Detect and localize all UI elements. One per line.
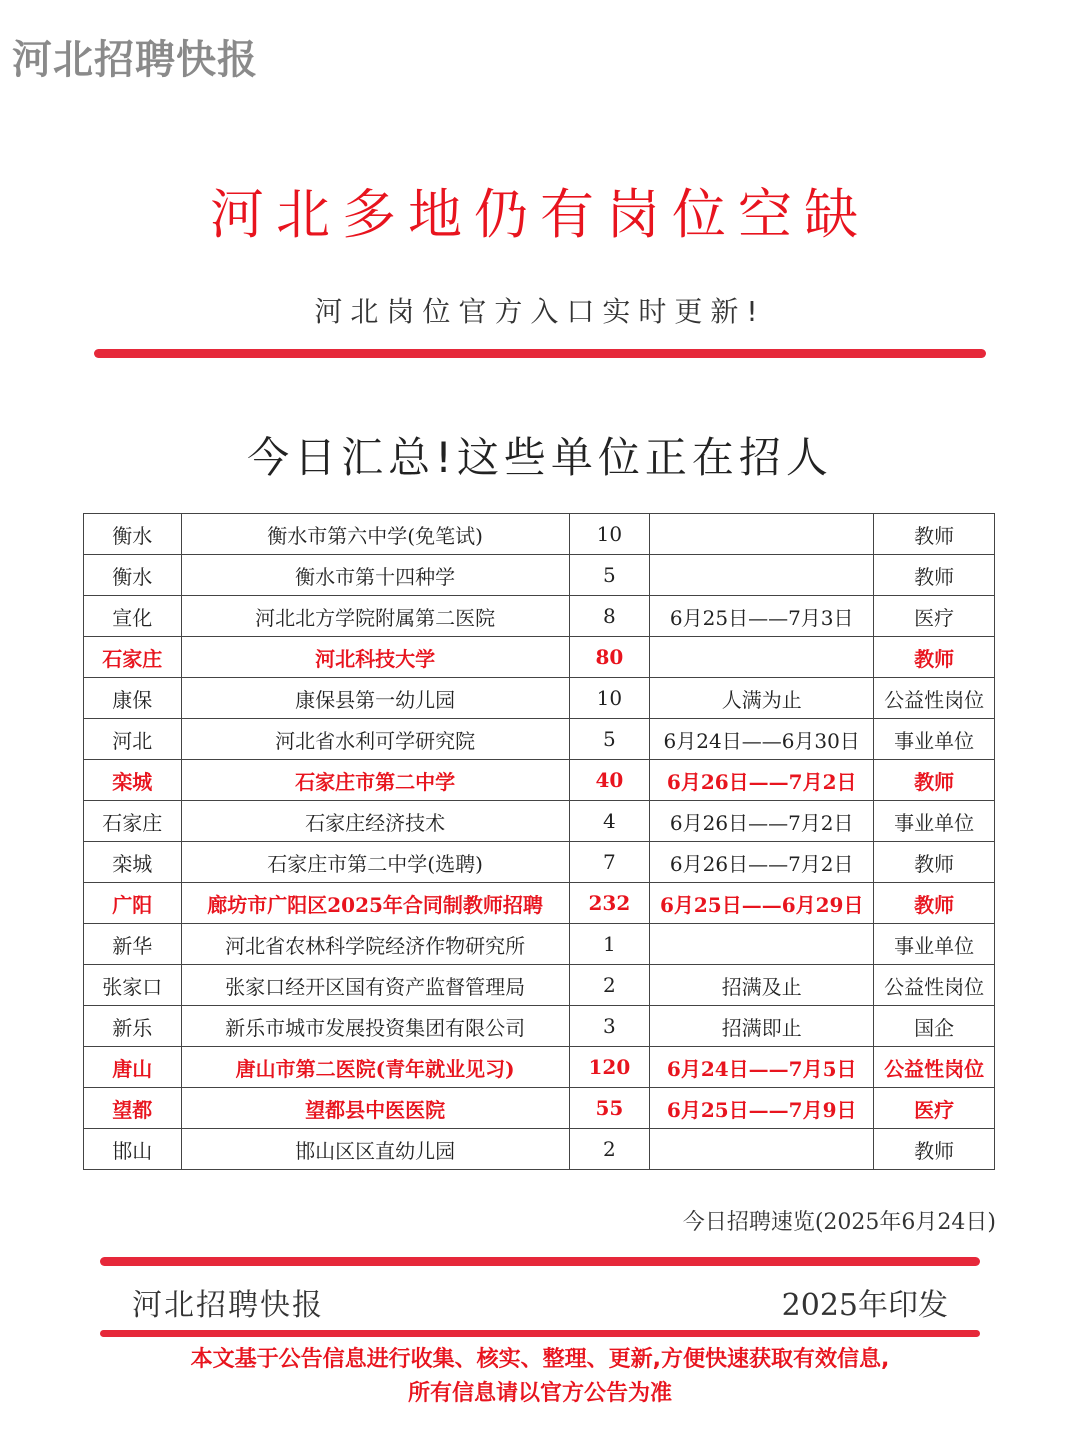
cell-region: 石家庄 [84,801,182,842]
cell-category: 国企 [874,1006,995,1047]
cell-count: 2 [569,1129,649,1170]
cell-region: 望都 [84,1088,182,1129]
cell-period: 招满及止 [650,965,874,1006]
cell-period: 招满即止 [650,1006,874,1047]
disclaimer-line-2: 所有信息请以官方公告为准 [407,1381,672,1406]
cell-count: 5 [569,719,649,760]
jobs-table-body [84,514,995,1170]
footer-publisher: 河北招聘快报 [132,1288,324,1323]
section-title: 今日汇总!这些单位正在招人 [247,433,833,482]
cell-unit: 河北科技大学 [181,637,569,678]
cell-category: 公益性岗位 [874,965,995,1006]
cell-category: 教师 [874,760,995,801]
table-row [84,678,995,719]
cell-count: 8 [569,596,649,637]
cell-unit: 石家庄经济技术 [181,801,569,842]
cell-category: 事业单位 [874,719,995,760]
cell-count: 4 [569,801,649,842]
cell-period: 人满为止 [650,678,874,719]
table-row [84,1047,995,1088]
cell-count: 1 [569,924,649,965]
cell-period [650,555,874,596]
cell-region: 新华 [84,924,182,965]
table-row [84,637,995,678]
table-row [84,1129,995,1170]
table-row [84,801,995,842]
cell-count: 10 [569,514,649,555]
cell-category: 教师 [874,514,995,555]
table-row [84,719,995,760]
cell-unit: 康保县第一幼儿园 [181,678,569,719]
table-row [84,555,995,596]
cell-region: 河北 [84,719,182,760]
footer-issued: 2025年印发 [781,1288,948,1323]
brand-watermark: 河北招聘快报 [12,37,258,83]
overview-note: 今日招聘速览(2025年6月24日) [682,1210,996,1235]
cell-category: 教师 [874,842,995,883]
disclaimer [0,1343,1080,1411]
cell-count: 10 [569,678,649,719]
cell-unit: 河北省农林科学院经济作物研究所 [181,924,569,965]
cell-category: 教师 [874,637,995,678]
table-row [84,965,995,1006]
cell-category: 公益性岗位 [874,1047,995,1088]
cell-period: 6月24日——7月5日 [650,1047,874,1088]
cell-region: 广阳 [84,883,182,924]
table-row [84,842,995,883]
cell-unit: 石家庄市第二中学 [181,760,569,801]
cell-category: 医疗 [874,1088,995,1129]
cell-region: 唐山 [84,1047,182,1088]
cell-count: 2 [569,965,649,1006]
cell-count: 120 [569,1047,649,1088]
cell-category: 教师 [874,1129,995,1170]
cell-category: 事业单位 [874,924,995,965]
headline: 河北多地仍有岗位空缺 [210,183,870,246]
jobs-table [83,513,995,1170]
cell-region: 张家口 [84,965,182,1006]
cell-count: 40 [569,760,649,801]
cell-unit: 望都县中医医院 [181,1088,569,1129]
cell-unit: 衡水市第十四种学 [181,555,569,596]
table-row [84,924,995,965]
cell-unit: 石家庄市第二中学(选聘) [181,842,569,883]
cell-category: 教师 [874,555,995,596]
table-row [84,1006,995,1047]
cell-period: 6月26日——7月2日 [650,842,874,883]
table-row [84,883,995,924]
cell-unit: 河北北方学院附属第二医院 [181,596,569,637]
cell-count: 232 [569,883,649,924]
cell-unit: 新乐市城市发展投资集团有限公司 [181,1006,569,1047]
cell-count: 5 [569,555,649,596]
top-divider [94,349,986,358]
cell-period: 6月25日——7月9日 [650,1088,874,1129]
cell-unit: 河北省水利可学研究院 [181,719,569,760]
cell-count: 3 [569,1006,649,1047]
cell-period: 6月26日——7月2日 [650,760,874,801]
cell-count: 80 [569,637,649,678]
cell-region: 栾城 [84,760,182,801]
cell-unit: 衡水市第六中学(免笔试) [181,514,569,555]
table-row [84,760,995,801]
subheadline: 河北岗位官方入口实时更新! [314,295,766,328]
footer-divider-top [100,1257,980,1266]
cell-count: 7 [569,842,649,883]
cell-period [650,1129,874,1170]
cell-period: 6月26日——7月2日 [650,801,874,842]
cell-region: 宣化 [84,596,182,637]
cell-category: 公益性岗位 [874,678,995,719]
cell-period [650,924,874,965]
cell-region: 新乐 [84,1006,182,1047]
table-row [84,514,995,555]
table-row [84,596,995,637]
cell-unit: 张家口经开区国有资产监督管理局 [181,965,569,1006]
cell-unit: 邯山区区直幼儿园 [181,1129,569,1170]
cell-unit: 唐山市第二医院(青年就业见习) [181,1047,569,1088]
cell-period [650,514,874,555]
cell-category: 事业单位 [874,801,995,842]
table-row [84,1088,995,1129]
cell-region: 邯山 [84,1129,182,1170]
cell-region: 衡水 [84,514,182,555]
footer-divider-bottom [100,1330,980,1337]
cell-period: 6月24日——6月30日 [650,719,874,760]
cell-period [650,637,874,678]
cell-period: 6月25日——6月29日 [650,883,874,924]
cell-period: 6月25日——7月3日 [650,596,874,637]
cell-category: 医疗 [874,596,995,637]
cell-region: 栾城 [84,842,182,883]
disclaimer-line-1: 本文基于公告信息进行收集、核实、整理、更新,方便快速获取有效信息, [190,1347,890,1372]
cell-region: 康保 [84,678,182,719]
cell-region: 衡水 [84,555,182,596]
cell-count: 55 [569,1088,649,1129]
cell-category: 教师 [874,883,995,924]
cell-region: 石家庄 [84,637,182,678]
cell-unit: 廊坊市广阳区2025年合同制教师招聘 [181,883,569,924]
